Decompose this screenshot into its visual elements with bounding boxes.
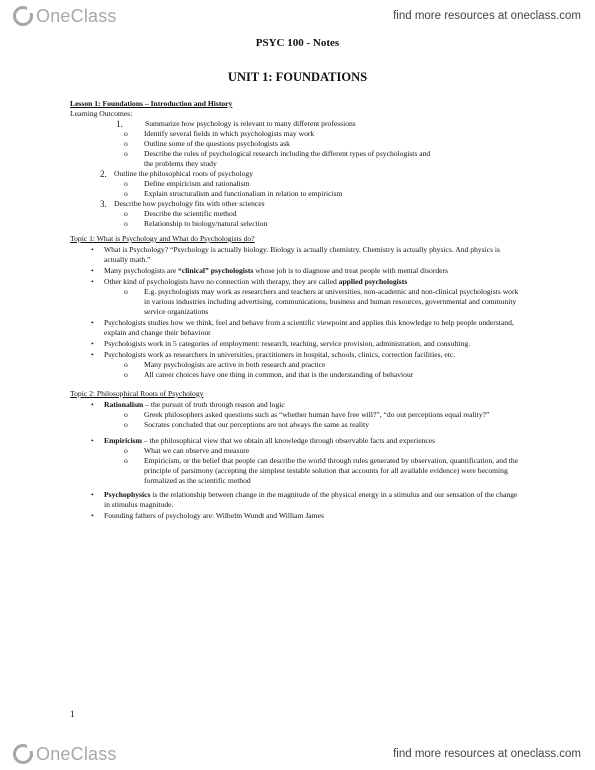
outcome-sub-item — [70, 189, 525, 199]
circle-bullet-icon: o — [124, 370, 128, 379]
outcome-text: Outline the philosophical roots of psychology — [114, 169, 253, 178]
circle-bullet-icon: o — [124, 410, 128, 419]
outcome-sub-text: Relationship to biology/natural selection — [144, 219, 268, 228]
bullet-sub-item — [70, 446, 525, 456]
circle-bullet-icon: o — [124, 420, 128, 429]
bullet-text: whose job is to diagnose and treat people with mental disorders — [253, 266, 448, 275]
bullet-sub-text: Many psychologists are active in both research and practice — [144, 360, 326, 369]
outcome-sub-text: the problems they study — [144, 159, 217, 168]
outcome-sub-item — [70, 179, 525, 189]
lesson-heading: Lesson 1: Foundations – Introduction and History — [70, 99, 233, 108]
oneclass-logo[interactable] — [12, 743, 117, 765]
bullet-sub-item — [70, 287, 525, 317]
bullet-text: – the pursuit of truth through reason and logic — [143, 400, 285, 409]
bullet-text: Psychologists work as researchers in universities, practitioners in hospital, schools, clinics, correction facilities, etc. — [104, 350, 456, 359]
outcome-number: 2. — [100, 169, 107, 179]
page-number: 1 — [70, 709, 75, 719]
outcome-text: Summarize how psychology is relevant to many different professions — [145, 119, 356, 128]
bullet-icon: • — [91, 245, 94, 254]
bold-term: “clinical” psychologists — [178, 266, 254, 275]
circle-bullet-icon: o — [124, 446, 128, 455]
circle-bullet-icon: o — [124, 129, 128, 138]
bullet-sub-text: What we can observe and measure — [144, 446, 250, 455]
logo-text: OneClass — [36, 5, 117, 26]
outcome-number: 1. — [116, 119, 123, 129]
bullet-text: Psychologists work in 5 categories of employment: research, teaching, service provision, administration, and consulting. — [104, 339, 471, 348]
circle-bullet-icon: o — [124, 189, 128, 198]
outcome-sub-item — [70, 159, 525, 169]
outcome-sub-item — [70, 219, 525, 229]
bullet-item — [70, 277, 525, 287]
outcome-text: Describe how psychology fits with other sciences — [114, 199, 265, 208]
circle-bullet-icon: o — [124, 139, 128, 148]
logo-text: OneClass — [36, 743, 117, 764]
footer-bar — [0, 740, 595, 768]
outcome-sub-item — [70, 129, 525, 139]
circle-bullet-icon: o — [124, 219, 128, 228]
bullet-sub-item — [70, 420, 525, 430]
bullet-text: What is Psychology? “Psychology is actually biology. Biology is actually chemistry. Chemistry is actually physics. And physics is actually math.” — [104, 245, 500, 264]
bullet-item — [70, 339, 525, 349]
outcome-sub-text: Explain structuralism and functionalism in relation to empiricism — [144, 189, 343, 198]
bullet-icon: • — [91, 266, 94, 275]
bullet-sub-text: Socrates concluded that our perceptions are not always the same as reality — [144, 420, 369, 429]
topic-heading: Topic 1: What is Psychology and What do Psychologists do? — [70, 234, 255, 243]
circle-bullet-icon: o — [124, 179, 128, 188]
circle-bullet-icon: o — [124, 149, 128, 158]
bullet-sub-item — [70, 370, 525, 380]
bullet-sub-text: Empiricism, or the belief that people can describe the world through rules generated by observation, quantification, and the principle of parsimony (accepting the simplest testable solution that accounts for all available evidence) were becoming formalized as the scientific method — [144, 456, 519, 485]
bullet-sub-item — [70, 456, 525, 486]
bullet-icon: • — [91, 511, 94, 520]
document-title: PSYC 100 - Notes — [255, 37, 340, 49]
bullet-item — [70, 266, 525, 276]
bullet-icon: • — [91, 436, 94, 445]
bullet-item — [70, 318, 525, 338]
document-body — [70, 99, 525, 521]
oneclass-logo-icon — [12, 5, 34, 27]
bullet-sub-text: E.g. psychologists may work as researchers and teachers at universities, non-academic and non-clinical psychologists work in various industries including advertising, communications, business and human resources, governmental and community service organizations — [144, 287, 519, 316]
bullet-text: – the philosophical view that we obtain all knowledge through observable facts and experiences — [141, 436, 436, 445]
oneclass-logo-icon — [12, 743, 34, 765]
outcome-sub-text: Describe the scientific method — [144, 209, 237, 218]
outcome-sub-item — [70, 209, 525, 219]
bullet-icon: • — [91, 318, 94, 327]
learning-outcomes-label: Learning Outcomes: — [70, 109, 133, 118]
bullet-text: Other kind of psychologists have no connection with therapy, they are called — [104, 277, 339, 286]
bullet-icon: • — [91, 400, 94, 409]
outcome-sub-item — [70, 149, 525, 159]
bullet-sub-item — [70, 360, 525, 370]
outcome-sub-item — [70, 139, 525, 149]
outcome-sub-text: Define empiricism and rationalism — [144, 179, 250, 188]
circle-bullet-icon: o — [124, 287, 128, 296]
bullet-sub-text: All career choices have one thing in common, and that is the understanding of behaviour — [144, 370, 414, 379]
circle-bullet-icon: o — [124, 360, 128, 369]
bold-term: Psychophysics — [104, 490, 151, 499]
bullet-icon: • — [91, 339, 94, 348]
circle-bullet-icon: o — [124, 456, 128, 465]
bullet-item — [70, 245, 525, 265]
outcome-sub-text: Describe the roles of psychological research including the different types of psychologists and — [144, 149, 431, 158]
header-bar — [0, 2, 595, 30]
bold-term: Rationalism — [104, 400, 144, 409]
promo-link[interactable]: find more resources at oneclass.com — [393, 10, 581, 22]
bullet-item — [70, 350, 525, 360]
outcome-number: 3. — [100, 199, 107, 209]
outcome-sub-text: Identify several fields in which psychologists may work — [144, 129, 315, 138]
bullet-item — [70, 436, 525, 446]
outcome-item — [70, 169, 525, 179]
bullet-text: is the relationship between change in the magnitude of the physical energy in a stimulus and our sensation of the change in stimulus magnitude. — [104, 490, 518, 509]
bullet-sub-item — [70, 410, 525, 420]
bold-term: applied psychologists — [338, 277, 408, 286]
circle-bullet-icon: o — [124, 209, 128, 218]
outcome-item — [70, 199, 525, 209]
outcome-item — [70, 119, 525, 129]
unit-title: UNIT 1: FOUNDATIONS — [227, 70, 368, 84]
bullet-text: Many psychologists are — [104, 266, 179, 275]
bullet-text: Founding fathers of psychology are: Wilhelm Wundt and William James — [104, 511, 324, 520]
bullet-item — [70, 511, 525, 521]
topic-heading: Topic 2: Philosophical Roots of Psychology — [70, 389, 204, 398]
bullet-sub-text: Greek philosophers asked questions such as “whether human have free will?”, “do out perceptions equal reality?” — [144, 410, 490, 419]
bullet-text: Psychologists studies how we think, feel and behave from a scientific viewpoint and applies this knowledge to help people understand, explain and change their behaviour — [104, 318, 514, 337]
bullet-item — [70, 400, 525, 410]
bullet-icon: • — [91, 490, 94, 499]
outcome-sub-text: Outline some of the questions psychologists ask — [144, 139, 290, 148]
bold-term: Empiricism — [104, 436, 142, 445]
promo-link[interactable]: find more resources at oneclass.com — [393, 748, 581, 760]
oneclass-logo[interactable] — [12, 5, 117, 27]
bullet-item — [70, 490, 525, 510]
bullet-icon: • — [91, 350, 94, 359]
bullet-icon: • — [91, 277, 94, 286]
